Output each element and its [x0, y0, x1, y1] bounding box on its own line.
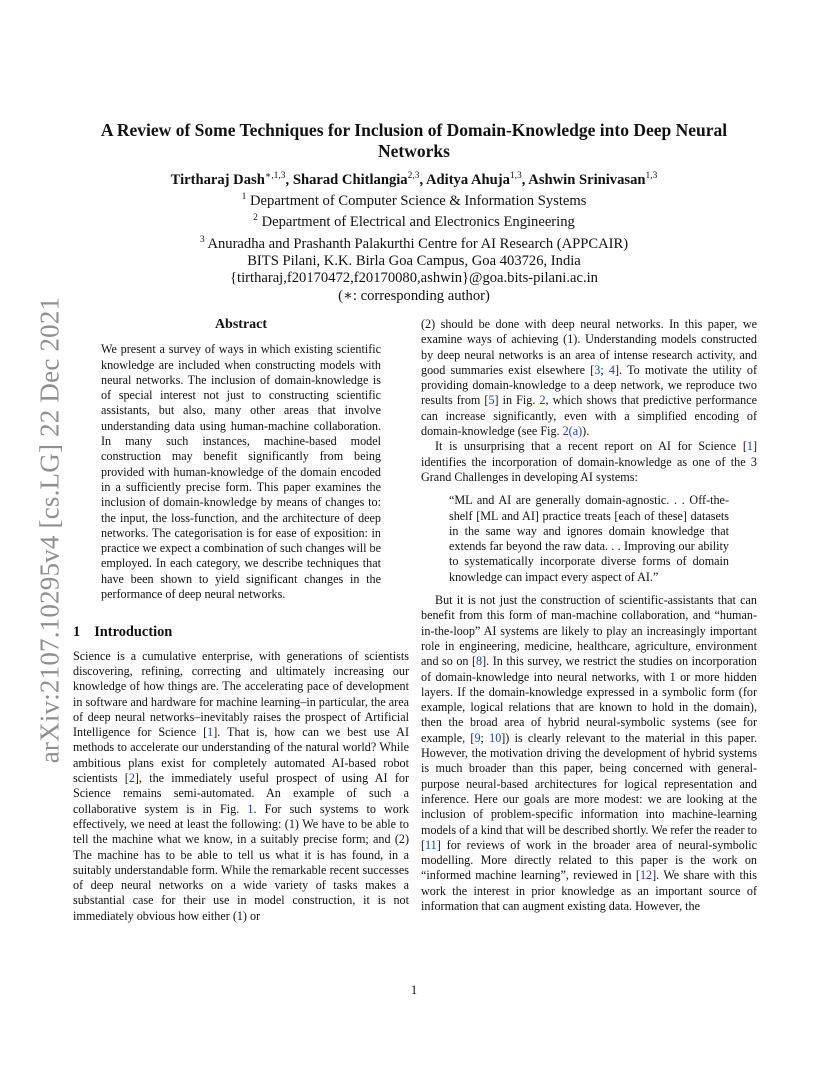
citation-link[interactable]: 2 — [128, 771, 135, 786]
author-affiliation-mark: 2,3 — [407, 171, 420, 181]
affiliation-3: $^3$ Anuradha and Prashanth Palakurthi Centre for AI Research (APPCAIR) — [199, 234, 629, 252]
author-affiliation-mark: 1,3 — [645, 171, 658, 181]
citation-link[interactable]: 12 — [639, 868, 653, 883]
intro-paragraph: Science is a cumulative enterprise, with generations of scientists discovering, refining, correcting and ultimately increasing our knowledge of how things are. The accelerating pace of development in software and hardware for machine learning–in particular, the area of deep neural networks–inevitably raises the prospect of Artificial Intelligence for Science [1]. That is, how can we best use AI methods to accelerate our understanding of the natural world? While ambitious plans exist for completely automated AI-based robot scientists [2], the immediately useful prospect of using AI for Science remains semi-automated. An example of such a collaborative system is in Fig. 1. For such systems to work effectively, we need at least the following: (1) We have to be able to tell the machine what we know, in a suitably precise form; and (2) The machine has to be able to tell us what it is has found, in a suitably understandable form. While the remarkable recent successes of deep neural networks on a wide variety of tasks makes a substantial case for their use in model construction, it is not immediately obvious how either (1) or — [73, 648, 409, 923]
section-title: Introduction — [94, 624, 173, 641]
figure-link[interactable]: 2 — [539, 393, 546, 408]
author-affiliation-mark: ∗,1,3 — [264, 171, 286, 181]
citation-link[interactable]: 4 — [608, 362, 615, 377]
paper-title: A Review of Some Techniques for Inclusion of Domain-Knowledge into Deep Neural Networks — [100, 120, 728, 161]
citation-link[interactable]: 1 — [207, 725, 214, 740]
intro-paragraph: But it is not just the construction of scientific-assistants that can benefit from this form of man-machine collaboration, and “human-in-the-loop” AI systems are likely to play an increasingly important role in engineering, medicine, healthcare, agriculture, environment and so on [8]. In this survey, we restrict the studies on incorporation of domain-knowledge into neural networks, with 1 or more hidden layers. If the domain-knowledge expressed in a symbolic form (for example, logical relations that are known to hold in the domain), then the broad area of hybrid neural-symbolic systems (see for example, [9; 10]) is clearly relevant to the material in this paper. However, the motivation driving the development of hybrid systems is much broader than this paper, being concerned with general-purpose neural-based architectures for logical representation and inference. Here our goals are more modest: we are looking at the inclusion of problem-specific information into machine-learning models of a kind that will be described shortly. We refer the reader to [11] for reviews of work in the broader area of neural-symbolic modelling. More directly related to this paper is the work on “informed machine learning”, reviewed in [12]. We share with this work the interest in prior knowledge as an important source of information that can augment existing data. However, the — [421, 593, 757, 913]
abstract-heading: Abstract — [214, 317, 268, 332]
author-emails: {tirtharaj,f20170472,f20170080,ashwin}@goa.bits-pilani.ac.in — [230, 270, 598, 287]
author-name: Sharad Chitlangia — [292, 171, 408, 188]
intro-paragraph: It is unsurprising that a recent report on AI for Science [1] identifies the incorporation of domain-knowledge as one of the 3 Grand Challenges in developing AI systems: — [421, 439, 757, 484]
citation-link[interactable]: 9 — [474, 730, 481, 745]
left-column — [73, 317, 409, 924]
affiliation-2: $^2$ Department of Electrical and Electronics Engineering — [253, 213, 575, 231]
corresponding-author-note: (∗: corresponding author) — [338, 287, 490, 304]
section-number: 1 — [73, 624, 81, 641]
author-name: Tirtharaj Dash — [170, 171, 265, 188]
citation-link[interactable]: 3 — [594, 362, 601, 377]
citation-link[interactable]: 5 — [488, 393, 495, 408]
figure-link[interactable]: 1 — [247, 801, 254, 816]
author-name: Aditya Ahuja — [425, 171, 510, 188]
affiliation-1: $^1$ Department of Computer Science & Information Systems — [241, 191, 587, 209]
citation-link[interactable]: 10 — [489, 730, 502, 745]
citation-link[interactable]: 11 — [425, 837, 437, 852]
page-number: 1 — [410, 983, 418, 997]
campus-address: BITS Pilani, K.K. Birla Goa Campus, Goa 403726, India — [247, 252, 581, 269]
citation-link[interactable]: 8 — [476, 654, 483, 669]
author-affiliation-mark: 1,3 — [509, 171, 522, 181]
citation-link[interactable]: 1 — [746, 439, 753, 454]
intro-paragraph-continued: (2) should be done with deep neural networks. In this paper, we examine ways of achieving (1). Understanding models constructed by deep neural networks is an area of intense research activity, and good summaries exist elsewhere [3; 4]. To motivate the utility of providing domain-knowledge to a deep network, we reproduce two results from [5] in Fig. 2, which shows that predictive performance can increase significantly, even with a simplified encoding of domain-knowledge (see Fig. 2(a)). — [421, 317, 757, 439]
right-column — [421, 317, 757, 914]
author-list: Tirtharaj Dash$^{∗,1,3}$, Sharad Chitlangia$^{2,3}$, Aditya Ahuja$^{1,3}$, Ashwin Srinivasan$^{1,3}$ — [170, 171, 658, 188]
figure-link[interactable]: 2(a) — [562, 424, 583, 439]
arxiv-identifier-stamp: arXiv:2107.10295v4 [cs.LG] 22 Dec 2021 — [34, 296, 65, 764]
block-quote: “ML and AI are generally domain-agnostic. . . Off-the-shelf [ML and AI] practice treats [each of these] datasets in the same way and ignores domain knowledge that extends far beyond the raw data. . . Improving our ability to systematically incorporate diverse forms of domain knowledge can impact every aspect of AI.” — [449, 493, 729, 584]
paper-header — [70, 120, 758, 305]
section-heading — [73, 625, 409, 640]
author-name: Ashwin Srinivasan — [528, 171, 646, 188]
abstract-text: We present a survey of ways in which existing scientific knowledge are included when constructing models with neural networks. The inclusion of domain-knowledge is of special interest not just to constructing scientific assistants, but also, many other areas that involve understanding data using human-machine collaboration. In many such instances, machine-based model construction may benefit significantly from being provided with human-knowledge of the domain encoded in a sufficiently precise form. This paper examines the inclusion of domain-knowledge by means of changes to: the input, the loss-function, and the architecture of deep networks. The categorisation is for ease of exposition: in practice we expect a combination of such changes will be employed. In each category, we describe techniques that have been shown to yield significant changes in the performance of deep neural networks. — [101, 342, 381, 602]
